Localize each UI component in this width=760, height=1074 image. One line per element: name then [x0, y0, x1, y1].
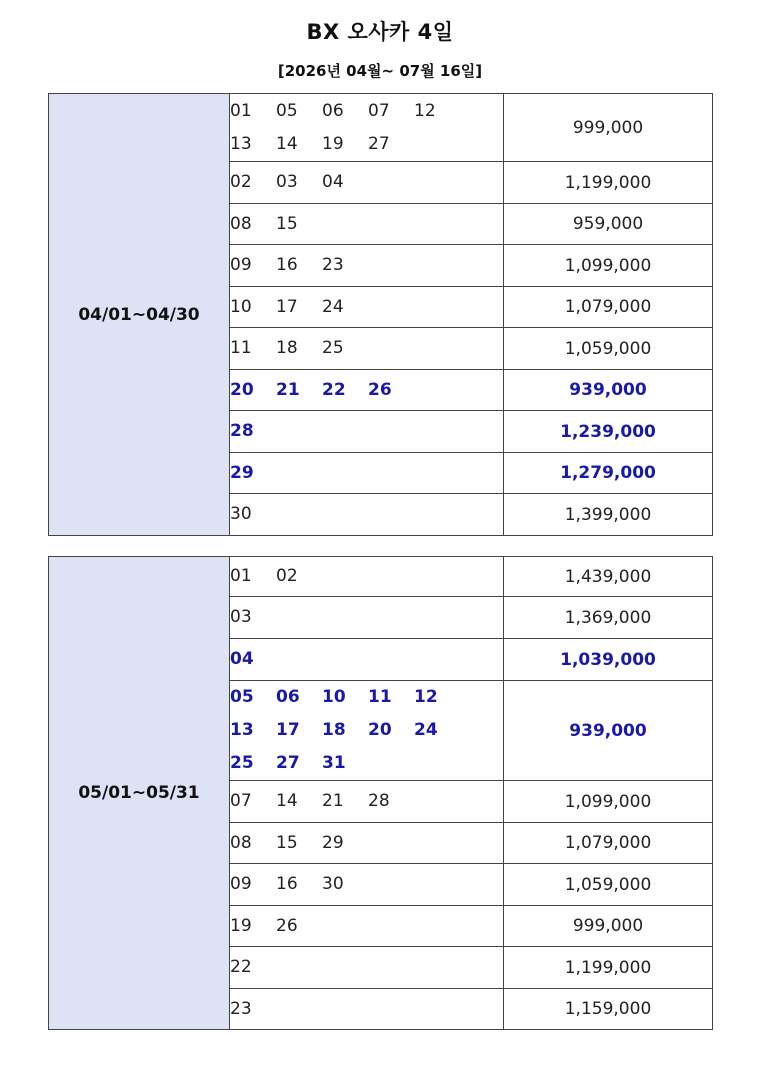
departure-day: 01: [230, 100, 252, 121]
departure-day: 28: [368, 791, 390, 811]
departure-day: 14: [276, 791, 298, 811]
table-row: [49, 94, 713, 162]
price-cell: 1,099,000: [504, 245, 713, 287]
departure-day: 18: [322, 720, 346, 740]
departure-days-cell: [230, 906, 504, 947]
departure-day: 01: [230, 566, 252, 586]
departure-day: 19: [322, 133, 344, 154]
price-cell: 1,079,000: [504, 823, 713, 864]
departure-day: 06: [276, 687, 300, 707]
departure-day: 14: [276, 133, 298, 154]
departure-days-cell: [230, 639, 504, 681]
departure-day: 02: [276, 566, 298, 586]
departure-days-cell: [230, 681, 504, 781]
price-cell: 1,369,000: [504, 597, 713, 639]
departure-days-cell: [230, 557, 504, 597]
departure-days-cell: [230, 328, 504, 370]
departure-day: 30: [322, 874, 344, 894]
departure-days-cell: [230, 494, 504, 536]
departure-days-cell: [230, 989, 504, 1030]
price-cell: 959,000: [504, 204, 713, 245]
departure-day: 16: [276, 255, 298, 275]
price-cell: 939,000: [504, 370, 713, 411]
departure-day: 20: [368, 720, 392, 740]
departure-day: 03: [276, 172, 298, 192]
departure-day: 10: [230, 296, 252, 317]
departure-day: 27: [276, 753, 300, 773]
departure-day: 22: [322, 379, 346, 400]
price-cell: 1,059,000: [504, 864, 713, 906]
departure-days-cell: [230, 597, 504, 639]
departure-day: 08: [230, 213, 252, 234]
departure-day: 17: [276, 720, 300, 740]
price-cell: 1,059,000: [504, 328, 713, 370]
departure-day: 16: [276, 874, 298, 894]
departure-day: 03: [230, 607, 252, 627]
period-label: 04/01~04/30: [49, 94, 230, 536]
price-cell: 1,039,000: [504, 639, 713, 681]
departure-days-cell: [230, 864, 504, 906]
departure-day: 24: [414, 720, 438, 740]
price-cell: 1,239,000: [504, 411, 713, 453]
departure-days-cell: [230, 947, 504, 989]
departure-day: 12: [414, 687, 438, 707]
departure-day: 30: [230, 504, 252, 524]
departure-day: 22: [230, 957, 252, 977]
departure-day: 29: [230, 462, 254, 483]
departure-day: 09: [230, 874, 252, 894]
departure-day: 23: [322, 255, 344, 275]
period-label: 05/01~05/31: [49, 557, 230, 1030]
departure-days-cell: [230, 411, 504, 453]
departure-day: 28: [230, 421, 254, 441]
price-table-april: [48, 93, 713, 536]
departure-day: 06: [322, 100, 344, 121]
price-cell: 1,439,000: [504, 557, 713, 597]
departure-day: 07: [230, 791, 252, 811]
departure-day: 11: [230, 338, 252, 358]
price-table-may: [48, 556, 713, 1030]
departure-day: 26: [276, 915, 298, 936]
departure-day: 13: [230, 720, 254, 740]
departure-days-cell: [230, 94, 504, 162]
price-cell: 1,279,000: [504, 453, 713, 494]
departure-day: 04: [322, 172, 344, 192]
departure-days-cell: [230, 162, 504, 204]
departure-day: 09: [230, 255, 252, 275]
departure-days-cell: [230, 781, 504, 823]
price-cell: 939,000: [504, 681, 713, 781]
departure-day: 10: [322, 687, 346, 707]
price-cell: 1,159,000: [504, 989, 713, 1030]
departure-day: 19: [230, 915, 252, 936]
price-cell: 999,000: [504, 906, 713, 947]
departure-day: 08: [230, 832, 252, 853]
departure-day: 25: [322, 338, 344, 358]
departure-day: 31: [322, 753, 346, 773]
departure-day: 05: [230, 687, 254, 707]
departure-day: 29: [322, 832, 344, 853]
departure-day: 17: [276, 296, 298, 317]
departure-days-cell: [230, 823, 504, 864]
departure-day: 21: [276, 379, 300, 400]
price-cell: 999,000: [504, 94, 713, 162]
price-cell: 1,199,000: [504, 162, 713, 204]
departure-day: 18: [276, 338, 298, 358]
departure-day: 15: [276, 213, 298, 234]
departure-day: 24: [322, 296, 344, 317]
date-range-subtitle: [2026년 04월~ 07월 16일]: [277, 62, 483, 80]
price-cell: 1,099,000: [504, 781, 713, 823]
price-cell: 1,399,000: [504, 494, 713, 536]
departure-day: 20: [230, 379, 254, 400]
table-row: [49, 557, 713, 597]
departure-day: 27: [368, 133, 390, 154]
departure-day: 25: [230, 753, 254, 773]
departure-day: 26: [368, 379, 392, 400]
departure-days-cell: [230, 370, 504, 411]
departure-days-cell: [230, 287, 504, 328]
price-cell: 1,199,000: [504, 947, 713, 989]
departure-days-cell: [230, 453, 504, 494]
departure-day: 13: [230, 133, 252, 154]
price-cell: 1,079,000: [504, 287, 713, 328]
page-title: BX 오사카 4일: [306, 20, 454, 44]
departure-days-cell: [230, 245, 504, 287]
departure-day: 21: [322, 791, 344, 811]
departure-day: 12: [414, 100, 436, 121]
departure-day: 02: [230, 172, 252, 192]
departure-day: 05: [276, 100, 298, 121]
departure-day: 07: [368, 100, 390, 121]
departure-days-cell: [230, 204, 504, 245]
departure-day: 04: [230, 649, 254, 669]
departure-day: 23: [230, 998, 252, 1019]
departure-day: 15: [276, 832, 298, 853]
departure-day: 11: [368, 687, 392, 707]
